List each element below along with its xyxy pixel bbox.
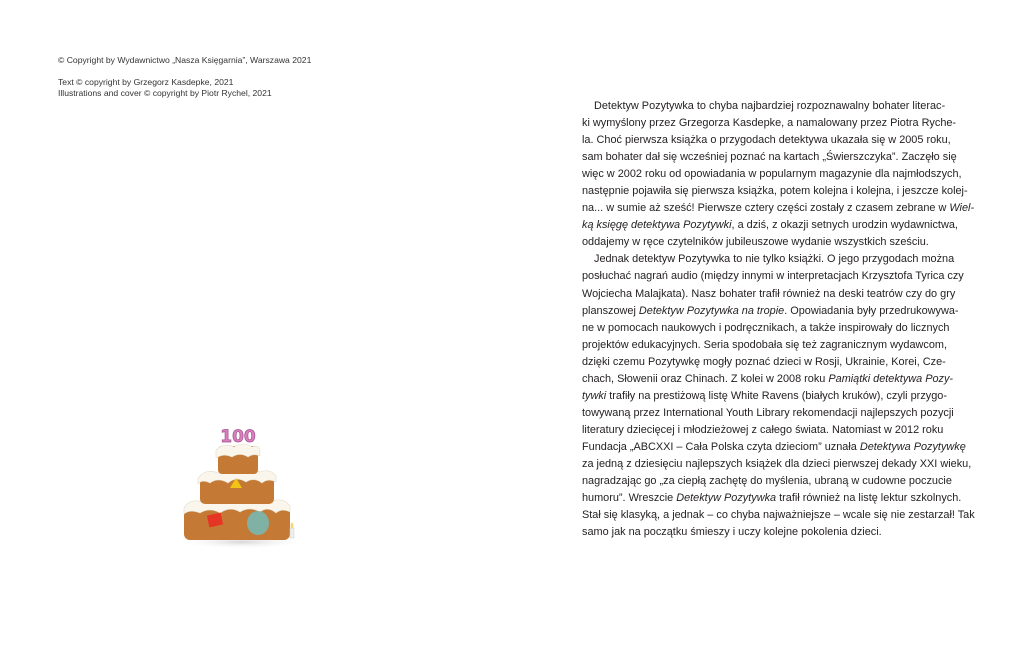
text-run: nagradzając go „za ciepłą zachętę do myślenia, ubraną w cudowne poczucie (582, 475, 952, 488)
text-run: Detektyw Pozytywka (676, 492, 777, 505)
text-run: samo jak na początku śmieszy i uczy kolejne pokolenia dzieci. (582, 526, 882, 539)
text-run: ne w pomocach naukowych i podręcznikach, a także inspirowały do licznych (582, 321, 950, 334)
birthday-cake-icon (172, 418, 312, 550)
text-run: na... w sumie aż sześć! Pierwsze cztery części zostały z czasem zebrane w (582, 202, 950, 215)
text-line (582, 405, 954, 422)
text-line (582, 524, 942, 541)
text-run: projektów edukacyjnych. Seria spodobała się też zagranicznym wydawcom, (582, 338, 948, 351)
text-line (582, 439, 966, 456)
text-line (582, 320, 950, 337)
text-run: humoru”. Wreszcie (582, 492, 677, 505)
text-run: , a dziś, z okazji setnych urodzin wydawnictwa, (731, 219, 958, 232)
copyright-text: Text © copyright by Grzegorz Kasdepke, 2021 (58, 77, 234, 87)
text-run: Wojciecha Malajkata). Nasz bohater trafił również na deski teatrów czy do gry (582, 287, 956, 300)
text-run: Wiel- (949, 202, 975, 215)
text-line (582, 371, 954, 388)
text-line (582, 490, 962, 507)
text-run: Fundacja „ABCXXI – Cała Polska czyta dzieciom” uznała (582, 440, 860, 453)
text-run: planszowej (582, 304, 639, 317)
text-line (582, 132, 951, 149)
text-line (582, 422, 942, 439)
text-run: oddajemy w ręce czytelników jubileuszowe wydanie wszystkich sześciu. (582, 236, 929, 249)
text-run: . Opowiadania były przedrukowywa- (784, 304, 959, 317)
text-run: Stał się klasyką, a jednak – co chyba najważniejsze – wcale się nie zestarzał! Tak (582, 509, 975, 522)
text-run: Jednak detektyw Pozytywka to nie tylko książki. O jego przygodach można (594, 253, 955, 266)
text-run: ki wymyślony przez Grzegorza Kasdepke, a namalowany przez Piotra Ryche- (582, 117, 957, 130)
text-run: dzięki czemu Pozytywkę mogły poznać dzieci w Rosji, Ukrainie, Korei, Cze- (582, 355, 946, 368)
paragraph (582, 98, 975, 251)
copyright-illustrations: Illustrations and cover © copyright by Piotr Rychel, 2021 (58, 88, 272, 98)
text-run: za jedną z dziesięciu najlepszych książek dla dzieci pierwszej dekady XXI wieku, (582, 457, 972, 470)
text-line (582, 234, 942, 251)
text-run: Detektyw Pozytywka to chyba najbardziej rozpoznawalny bohater literac- (594, 100, 946, 112)
text-line (582, 251, 955, 268)
text-line (582, 166, 962, 183)
text-run: następnie pojawiła się pierwsza książka, potem kolejna i kolejna, i jeszcze kolej- (582, 185, 968, 198)
text-run: więc w 2002 roku od opowiadania w popularnym magazynie dla najmłodszych, (582, 168, 962, 181)
text-line (582, 286, 956, 303)
text-line (582, 337, 948, 354)
text-line (582, 217, 958, 234)
paragraph (582, 251, 975, 541)
text-run: Pamiątki detektywa Pozy- (828, 372, 954, 385)
text-run: Detektywa Pozytywkę (859, 440, 966, 453)
text-run: Detektyw Pozytywka na tropie (638, 304, 785, 317)
text-run: literatury dziecięcej i młodzieżowej z całego świata. Natomiast w 2012 roku (582, 423, 944, 436)
text-run: tywki (582, 389, 607, 402)
text-run: posłuchać nagrań audio (między innymi w interpretacjach Krzysztofa Tyrica czy (582, 270, 964, 283)
text-line (582, 149, 957, 166)
text-run: sam bohater dał się wcześniej poznać na kartach „Świerszczyka”. Zaczęło się (582, 151, 957, 164)
text-line (582, 268, 964, 285)
text-line (582, 456, 972, 473)
text-line (582, 200, 975, 217)
text-line (582, 507, 975, 524)
text-line (582, 388, 947, 405)
text-run: chach, Słowenii oraz Chinach. Z kolei w 2008 roku (582, 372, 829, 385)
text-line (582, 115, 957, 132)
text-line (582, 183, 968, 200)
copyright-main: © Copyright by Wydawnictwo „Nasza Księgarnia”, Warszawa 2021 (58, 55, 312, 65)
text-run: trafił również na listę lektur szkolnych. (776, 492, 962, 505)
text-line (582, 473, 952, 490)
text-run: ką księgę detektywa Pozytywki (582, 219, 732, 232)
text-line (582, 303, 959, 320)
text-run: trafiły na prestiżową listę White Ravens (białych kruków), czyli przygo- (606, 389, 947, 402)
text-run: la. Choć pierwsza książka o przygodach detektywa ukazała się w 2005 roku, (582, 134, 951, 147)
text-line (582, 354, 946, 371)
body-text (582, 98, 975, 541)
text-line (582, 98, 946, 115)
cake-topper-number: 100 (220, 427, 256, 447)
text-run: towywaną przez International Youth Library rekomendacji najlepszych pozycji (582, 406, 954, 419)
